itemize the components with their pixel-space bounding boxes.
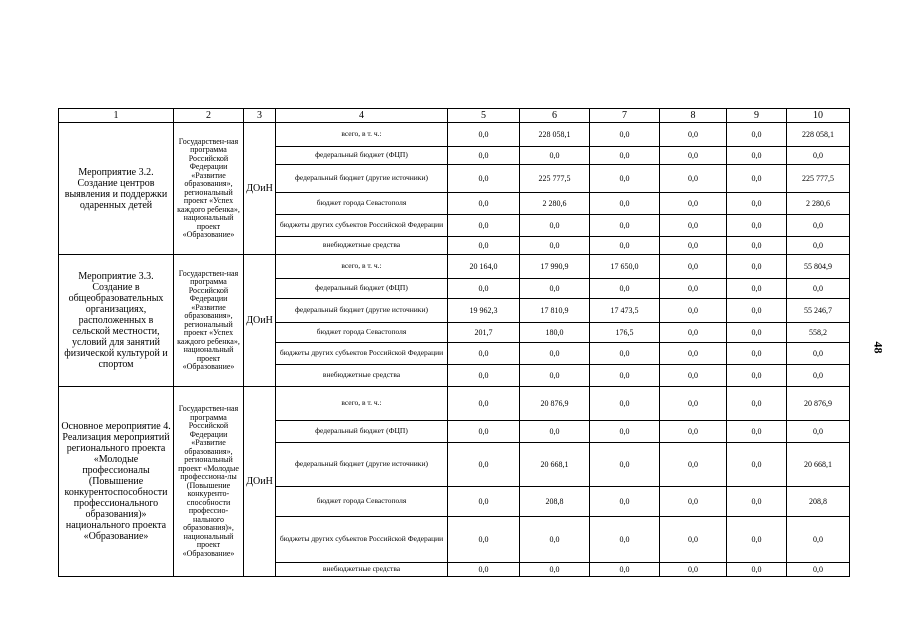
funding-source: федеральный бюджет (ФЦП)	[276, 147, 448, 165]
value-cell: 0,0	[448, 421, 520, 443]
table-body	[59, 123, 850, 577]
column-header: 6	[520, 109, 590, 123]
value-cell: 55 804,9	[787, 255, 850, 279]
value-cell: 20 668,1	[787, 443, 850, 487]
column-header: 1	[59, 109, 174, 123]
activity-name: Мероприятие 3.2. Создание центров выявления и поддержки одаренных детей	[59, 123, 174, 255]
value-cell: 20 668,1	[520, 443, 590, 487]
value-cell: 0,0	[590, 215, 660, 237]
value-cell: 20 164,0	[448, 255, 520, 279]
activity-name: Основное мероприятие 4. Реализация мероприятий регионального проекта «Молодые профессионалы (Повышение конкурентоспособности профессионального образования)» национального проекта «Образование»	[59, 387, 174, 577]
activity-name: Мероприятие 3.3. Создание в общеобразовательных организациях, расположенных в сельской местности, условий для занятий физической культурой и спортом	[59, 255, 174, 387]
value-cell: 0,0	[660, 193, 727, 215]
value-cell: 0,0	[448, 165, 520, 193]
value-cell: 0,0	[787, 365, 850, 387]
value-cell: 0,0	[590, 443, 660, 487]
funding-source: федеральный бюджет (ФЦП)	[276, 421, 448, 443]
program-name: Государствен-ная программа Российской Федерации «Развитие образования», региональный проект «Успех каждого ребенка», национальный проект «Образование»	[174, 123, 244, 255]
value-cell: 0,0	[590, 237, 660, 255]
value-cell: 0,0	[660, 165, 727, 193]
value-cell: 0,0	[448, 365, 520, 387]
responsible-executor: ДОиН	[244, 123, 276, 255]
value-cell: 0,0	[727, 215, 787, 237]
value-cell: 0,0	[520, 563, 590, 577]
value-cell: 176,5	[590, 323, 660, 343]
column-header: 7	[590, 109, 660, 123]
value-cell: 0,0	[590, 487, 660, 517]
value-cell: 2 280,6	[520, 193, 590, 215]
column-header-row	[59, 109, 850, 123]
column-header: 4	[276, 109, 448, 123]
value-cell: 0,0	[727, 323, 787, 343]
value-cell: 0,0	[787, 147, 850, 165]
value-cell: 0,0	[448, 279, 520, 299]
value-cell: 0,0	[660, 487, 727, 517]
value-cell: 0,0	[787, 563, 850, 577]
table-row	[59, 387, 850, 421]
funding-source: бюджеты других субъектов Российской Федерации	[276, 215, 448, 237]
value-cell: 0,0	[590, 421, 660, 443]
value-cell: 0,0	[448, 387, 520, 421]
value-cell: 0,0	[787, 421, 850, 443]
value-cell: 0,0	[660, 421, 727, 443]
program-name: Государствен-ная программа Российской Федерации «Развитие образования», региональный проект «Молодые профессиона-лы (Повышение конкуренто-способности профессио-нального образования)», национальный проект «Образование»	[174, 387, 244, 577]
value-cell: 0,0	[520, 237, 590, 255]
value-cell: 225 777,5	[520, 165, 590, 193]
value-cell: 17 650,0	[590, 255, 660, 279]
value-cell: 17 473,5	[590, 299, 660, 323]
responsible-executor: ДОиН	[244, 387, 276, 577]
value-cell: 208,8	[787, 487, 850, 517]
value-cell: 0,0	[727, 193, 787, 215]
column-header: 5	[448, 109, 520, 123]
value-cell: 0,0	[520, 215, 590, 237]
table-row	[59, 255, 850, 279]
column-header: 8	[660, 109, 727, 123]
value-cell: 0,0	[448, 563, 520, 577]
value-cell: 0,0	[590, 123, 660, 147]
value-cell: 17 810,9	[520, 299, 590, 323]
funding-source: бюджет города Севастополя	[276, 323, 448, 343]
value-cell: 0,0	[660, 387, 727, 421]
value-cell: 0,0	[660, 147, 727, 165]
value-cell: 0,0	[590, 563, 660, 577]
value-cell: 0,0	[660, 123, 727, 147]
column-header: 3	[244, 109, 276, 123]
value-cell: 0,0	[660, 237, 727, 255]
page-number: 48	[871, 341, 886, 354]
funding-source: внебюджетные средства	[276, 365, 448, 387]
value-cell: 2 280,6	[787, 193, 850, 215]
column-header: 2	[174, 109, 244, 123]
value-cell: 0,0	[520, 279, 590, 299]
funding-source: внебюджетные средства	[276, 237, 448, 255]
value-cell: 0,0	[590, 147, 660, 165]
budget-table	[58, 108, 850, 577]
value-cell: 55 246,7	[787, 299, 850, 323]
funding-source: бюджеты других субъектов Российской Федерации	[276, 517, 448, 563]
value-cell: 0,0	[660, 323, 727, 343]
funding-source: федеральный бюджет (другие источники)	[276, 299, 448, 323]
value-cell: 0,0	[520, 365, 590, 387]
value-cell: 0,0	[727, 299, 787, 323]
value-cell: 0,0	[448, 193, 520, 215]
funding-source: всего, в т. ч.:	[276, 387, 448, 421]
value-cell: 0,0	[660, 255, 727, 279]
value-cell: 228 058,1	[787, 123, 850, 147]
value-cell: 225 777,5	[787, 165, 850, 193]
value-cell: 0,0	[520, 517, 590, 563]
value-cell: 558,2	[787, 323, 850, 343]
value-cell: 0,0	[590, 365, 660, 387]
value-cell: 0,0	[448, 215, 520, 237]
value-cell: 180,0	[520, 323, 590, 343]
value-cell: 208,8	[520, 487, 590, 517]
value-cell: 0,0	[520, 343, 590, 365]
value-cell: 20 876,9	[787, 387, 850, 421]
value-cell: 0,0	[448, 123, 520, 147]
value-cell: 0,0	[590, 279, 660, 299]
value-cell: 17 990,9	[520, 255, 590, 279]
value-cell: 0,0	[727, 443, 787, 487]
responsible-executor: ДОиН	[244, 255, 276, 387]
value-cell: 0,0	[448, 343, 520, 365]
funding-source: федеральный бюджет (ФЦП)	[276, 279, 448, 299]
value-cell: 0,0	[590, 387, 660, 421]
value-cell: 20 876,9	[520, 387, 590, 421]
value-cell: 0,0	[590, 517, 660, 563]
value-cell: 0,0	[448, 443, 520, 487]
value-cell: 0,0	[727, 147, 787, 165]
funding-source: всего, в т. ч.:	[276, 255, 448, 279]
funding-source: федеральный бюджет (другие источники)	[276, 443, 448, 487]
value-cell: 0,0	[727, 365, 787, 387]
value-cell: 0,0	[727, 237, 787, 255]
value-cell: 0,0	[727, 563, 787, 577]
value-cell: 0,0	[727, 387, 787, 421]
value-cell: 0,0	[787, 343, 850, 365]
value-cell: 0,0	[727, 487, 787, 517]
value-cell: 0,0	[727, 517, 787, 563]
value-cell: 0,0	[660, 365, 727, 387]
value-cell: 0,0	[448, 487, 520, 517]
value-cell: 0,0	[727, 165, 787, 193]
funding-source: бюджеты других субъектов Российской Федерации	[276, 343, 448, 365]
value-cell: 0,0	[660, 343, 727, 365]
funding-source: всего, в т. ч.:	[276, 123, 448, 147]
value-cell: 0,0	[660, 563, 727, 577]
value-cell: 0,0	[590, 165, 660, 193]
value-cell: 0,0	[520, 421, 590, 443]
value-cell: 0,0	[660, 517, 727, 563]
value-cell: 0,0	[660, 299, 727, 323]
value-cell: 0,0	[520, 147, 590, 165]
funding-source: внебюджетные средства	[276, 563, 448, 577]
value-cell: 0,0	[660, 443, 727, 487]
table-row	[59, 123, 850, 147]
value-cell: 0,0	[787, 279, 850, 299]
value-cell: 0,0	[590, 193, 660, 215]
value-cell: 0,0	[727, 279, 787, 299]
value-cell: 0,0	[727, 123, 787, 147]
value-cell: 0,0	[787, 517, 850, 563]
funding-source: бюджет города Севастополя	[276, 193, 448, 215]
value-cell: 201,7	[448, 323, 520, 343]
funding-source: бюджет города Севастополя	[276, 487, 448, 517]
value-cell: 0,0	[448, 517, 520, 563]
value-cell: 228 058,1	[520, 123, 590, 147]
program-name: Государствен-ная программа Российской Федерации «Развитие образования», региональный проект «Успех каждого ребенка», национальный проект «Образование»	[174, 255, 244, 387]
value-cell: 0,0	[727, 421, 787, 443]
value-cell: 0,0	[727, 343, 787, 365]
value-cell: 0,0	[660, 279, 727, 299]
value-cell: 0,0	[787, 237, 850, 255]
value-cell: 0,0	[448, 147, 520, 165]
column-header: 9	[727, 109, 787, 123]
value-cell: 0,0	[448, 237, 520, 255]
value-cell: 0,0	[590, 343, 660, 365]
value-cell: 0,0	[727, 255, 787, 279]
value-cell: 0,0	[660, 215, 727, 237]
funding-source: федеральный бюджет (другие источники)	[276, 165, 448, 193]
value-cell: 19 962,3	[448, 299, 520, 323]
column-header: 10	[787, 109, 850, 123]
value-cell: 0,0	[787, 215, 850, 237]
